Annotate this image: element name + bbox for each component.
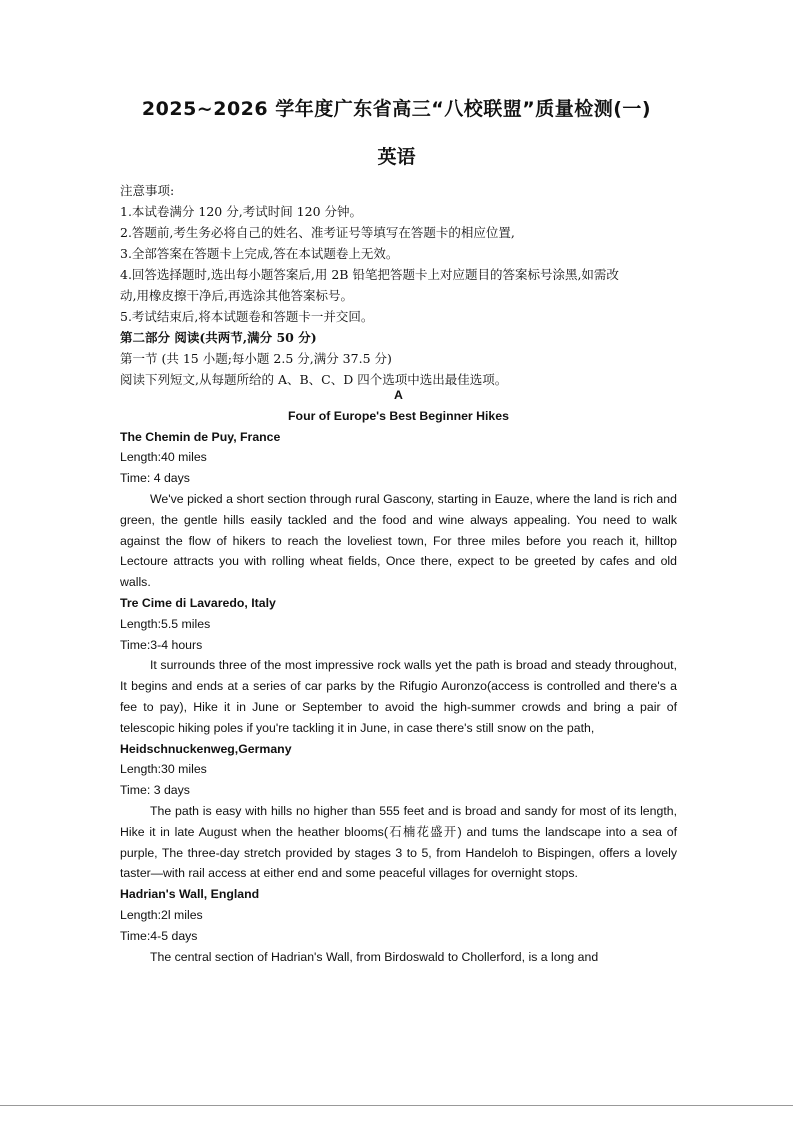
note-item: 2.答题前,考生务必将自己的姓名、准考证号等填写在答题卡的相应位置, <box>120 225 515 240</box>
page-title: 2025~2026 学年度广东省高三“八校联盟”质量检测(一) <box>141 98 652 120</box>
hike-description: The central section of Hadrian's Wall, from Birdoswald to Chollerford, is a long and <box>150 949 599 964</box>
hike-name: Tre Cime di Lavaredo, Italy <box>120 595 276 610</box>
hike-name: The Chemin de Puy, France <box>120 429 281 444</box>
section-subtitle: 第一节 (共 15 小题;每小题 2.5 分,满分 37.5 分) <box>120 351 392 366</box>
hike-description: It surrounds three of the most impressive rock walls yet the path is broad and steady throughout, It begins and ends at a series of car parks by the Rifugio Auronzo(access is controlled and there's a fee to pay), Hike it in June or September to avoid the high-summer crowds and bring a pair of telescopic hiking poles if you're tackling it in June, in case there's still snow on the path, <box>120 658 677 735</box>
hike-time: Time: 4 days <box>120 471 190 486</box>
passage-letter: A <box>394 388 403 402</box>
page-bottom-divider <box>0 1105 793 1106</box>
exam-notes <box>120 180 677 390</box>
note-item: 动,用橡皮擦干净后,再选涂其他答案标号。 <box>120 288 353 303</box>
note-item: 1.本试卷满分 120 分,考试时间 120 分钟。 <box>120 204 363 219</box>
note-item: 4.回答选择题时,选出每小题答案后,用 2B 铅笔把答题卡上对应题目的答案标号涂黑,如需改 <box>120 267 619 282</box>
part-title: 第二部分 阅读(共两节,满分 50 分) <box>120 330 317 345</box>
hike-description: The path is easy with hills no higher than 555 feet and is broad and sandy for most of its length, Hike it in late August when the heather blooms(石楠花盛开) and tums the landscape into a sea of purple, The three-day stretch provided by stages 3 to 5, from Handeloh to Bispingen, offers a lovely taster—with rail access at either end and some peaceful villages for overnight stops. <box>120 803 677 881</box>
passage-title: Four of Europe's Best Beginner Hikes <box>288 408 509 423</box>
hike-entry <box>120 427 677 593</box>
hike-entry <box>120 884 677 967</box>
hike-entry <box>120 593 677 739</box>
note-item: 5.考试结束后,将本试题卷和答题卡一并交回。 <box>120 309 374 324</box>
section-instruction: 阅读下列短文,从每题所给的 A、B、C、D 四个选项中选出最佳选项。 <box>120 372 508 387</box>
hike-length: Length:5.5 miles <box>120 616 211 631</box>
hike-length: Length:2l miles <box>120 907 203 922</box>
hike-time: Time: 3 days <box>120 783 190 798</box>
hike-name: Hadrian's Wall, England <box>120 887 260 902</box>
hike-length: Length:40 miles <box>120 450 207 465</box>
hike-time: Time:4-5 days <box>120 928 198 943</box>
notes-heading: 注意事项: <box>120 183 175 198</box>
hike-description: We've picked a short section through rural Gascony, starting in Eauze, where the land is rich and green, the gentle hills easily tackled and the food and wine always appealing. You need to walk against the flow of hikers to reach the loveliest town, For three miles before you reach it, hilltop Lectoure attracts you with rolling wheat fields, Once there, expect to be greeted by cafes and old walls. <box>120 491 677 590</box>
subject-title: 英语 <box>377 146 416 168</box>
hike-entry <box>120 739 677 885</box>
hike-time: Time:3-4 hours <box>120 637 203 652</box>
hike-length: Length:30 miles <box>120 762 207 777</box>
hike-name: Heidschnuckenweg,Germany <box>120 741 292 756</box>
reading-passage <box>120 385 677 967</box>
note-item: 3.全部答案在答题卡上完成,答在本试题卷上无效。 <box>120 246 399 261</box>
